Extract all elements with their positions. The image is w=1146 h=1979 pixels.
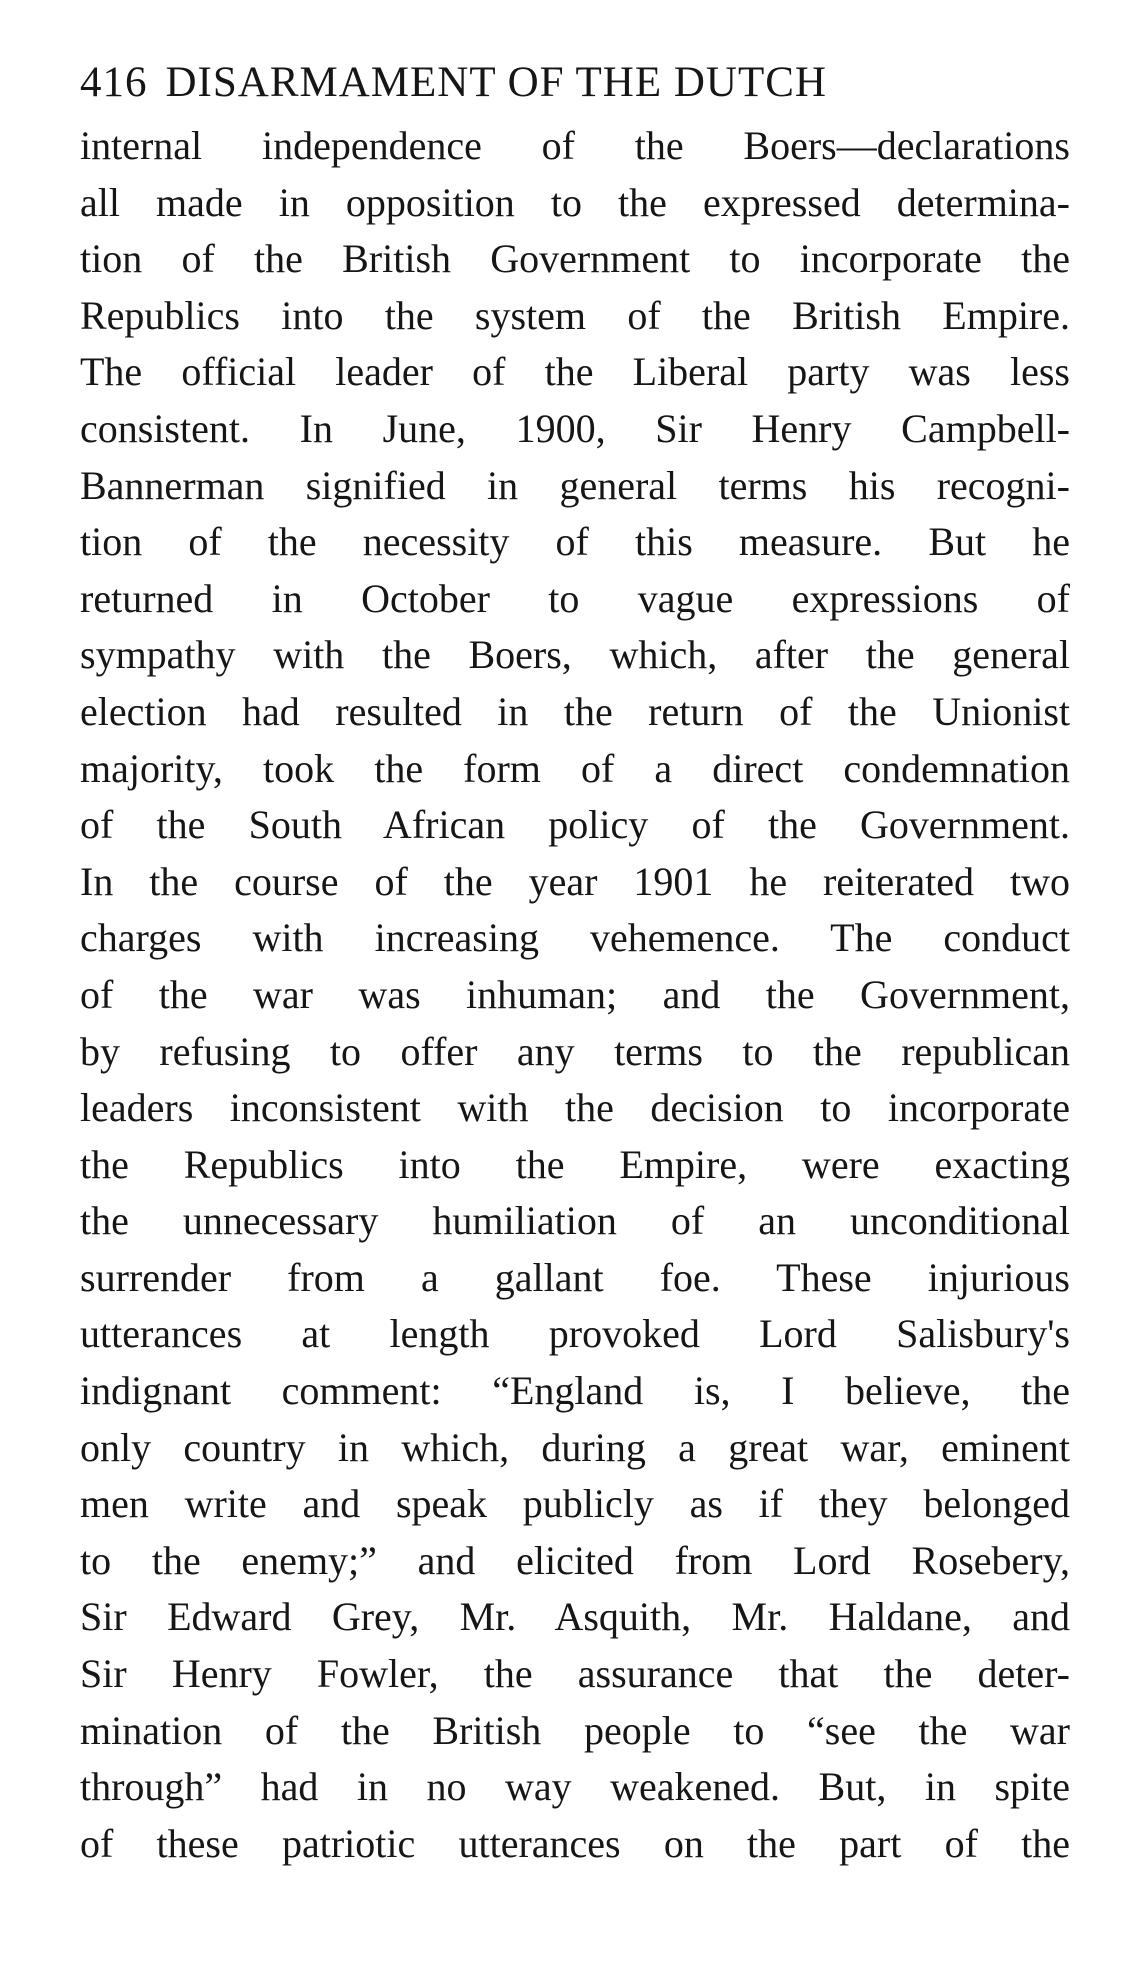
text-line: the Republics into the Empire, were exacting (80, 1141, 1070, 1187)
text-line: of the war was inhuman; and the Government, (80, 971, 1070, 1017)
text-line: of the South African policy of the Government. (80, 802, 1070, 848)
text-line: In the course of the year 1901 he reiterated two (80, 858, 1070, 904)
text-line: Republics into the system of the British Empire. (80, 292, 1070, 338)
text-line: men write and speak publicly as if they belonged (80, 1481, 1070, 1527)
text-line: Sir Henry Fowler, the assurance that the deter- (80, 1651, 1070, 1697)
text-line: The official leader of the Liberal party was less (80, 349, 1070, 395)
text-line: Bannerman signified in general terms his recogni- (80, 462, 1070, 508)
text-line: Sir Edward Grey, Mr. Asquith, Mr. Haldane, and (80, 1594, 1070, 1640)
text-line: returned in October to vague expressions of (80, 575, 1070, 621)
text-line: leaders inconsistent with the decision to incorporate (80, 1085, 1070, 1131)
text-line: all made in opposition to the expressed determina- (80, 179, 1070, 225)
text-line: utterances at length provoked Lord Salisbury's (80, 1311, 1070, 1357)
text-line: charges with increasing vehemence. The conduct (80, 915, 1070, 961)
running-head (80, 48, 1070, 118)
page-number: 416 (80, 59, 148, 106)
text-line: mination of the British people to “see the war (80, 1707, 1070, 1753)
text-line: majority, took the form of a direct condemnation (80, 745, 1070, 791)
text-line: the unnecessary humiliation of an unconditional (80, 1198, 1070, 1244)
text-line: indignant comment: “England is, I believe, the (80, 1368, 1070, 1414)
body-text (80, 118, 1070, 1872)
text-line: surrender from a gallant foe. These injurious (80, 1254, 1070, 1300)
text-line: to the enemy;” and elicited from Lord Rosebery, (80, 1537, 1070, 1583)
text-line: tion of the necessity of this measure. But he (80, 519, 1070, 565)
text-line: consistent. In June, 1900, Sir Henry Campbell- (80, 405, 1070, 451)
text-line: internal independence of the Boers—declarations (80, 123, 1070, 168)
text-line: through” had in no way weakened. But, in spite (80, 1764, 1070, 1810)
text-line: tion of the British Government to incorporate the (80, 236, 1070, 282)
text-line: of these patriotic utterances on the part of the (80, 1820, 1070, 1866)
text-line: only country in which, during a great war, eminent (80, 1424, 1070, 1470)
text-line: by refusing to offer any terms to the republican (80, 1028, 1070, 1074)
text-line: sympathy with the Boers, which, after the general (80, 632, 1070, 678)
text-line: election had resulted in the return of the Unionist (80, 688, 1070, 734)
running-title: DISARMAMENT OF THE DUTCH (165, 59, 827, 106)
